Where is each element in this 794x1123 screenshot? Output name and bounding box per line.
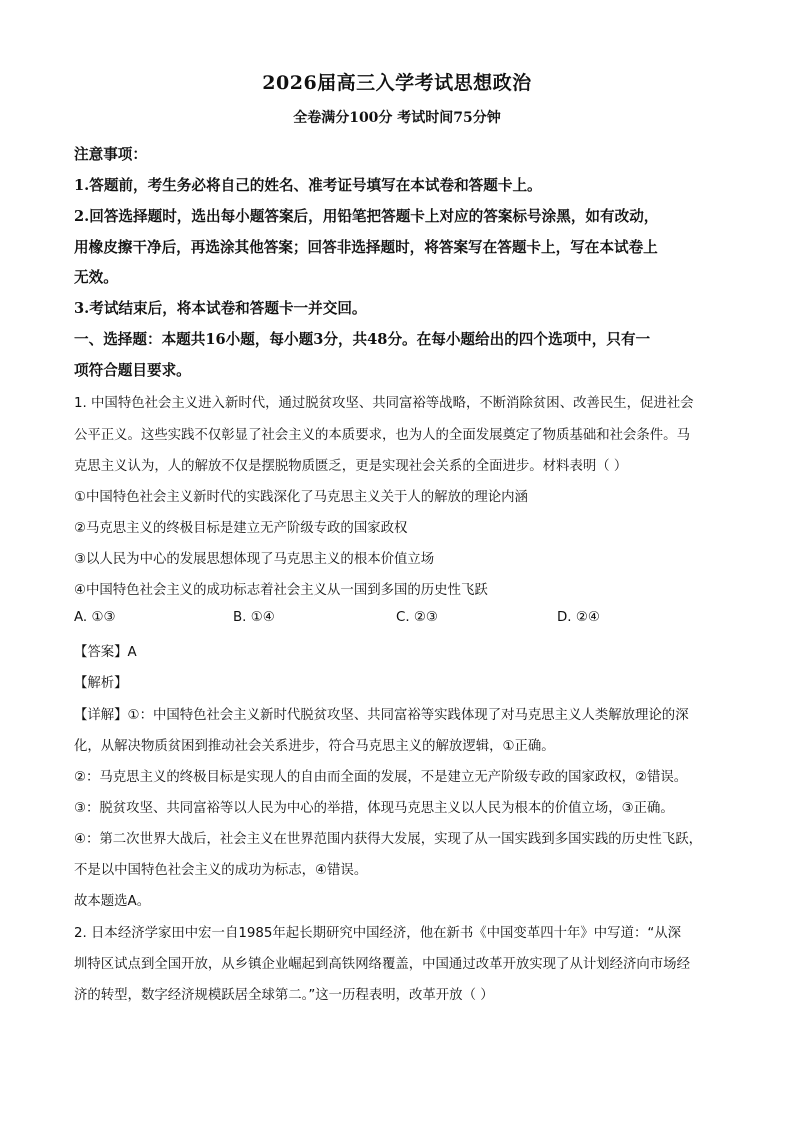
- notice-heading: 注意事项：: [74, 146, 147, 163]
- section-heading: 一、选择题：本题共16小题，每小题3分，共48分。在每小题给出的四个选项中，只有一: [74, 331, 651, 348]
- analysis-heading: 【解析】: [74, 676, 128, 691]
- explanation-line: ③：脱贫攻坚、共同富裕等以人民为中心的举措，体现马克思主义以人民为根本的价值立场，③正确。: [74, 801, 674, 816]
- question-stem: 2. 日本经济学家田中宏一自1985年起长期研究中国经济，他在新书《中国变革四十年》中写道：“从深: [74, 926, 682, 941]
- option-c: C. ②③: [396, 610, 438, 625]
- answer-label: 【答案】A: [74, 645, 137, 660]
- question-stem: 克思主义认为，人的解放不仅是摆脱物质匮乏，更是实现社会关系的全面进步。材料表明（ ）: [74, 459, 628, 474]
- notice-line: 用橡皮擦干净后，再选涂其他答案；回答非选择题时，将答案写在答题卡上，写在本试卷上: [74, 239, 658, 256]
- page-title: 2026届高三入学考试思想政治: [262, 72, 532, 94]
- explanation-line: ②：马克思主义的终极目标是实现人的自由而全面的发展，不是建立无产阶级专政的国家政权，②错误。: [74, 770, 688, 785]
- question-stem: 1. 中国特色社会主义进入新时代，通过脱贫攻坚、共同富裕等战略，不断消除贫困、改善民生，促进社会: [74, 396, 694, 411]
- question-stem: 济的转型，数字经济规模跃居全球第二。”这一历程表明，改革开放（ ）: [74, 988, 494, 1003]
- option-a: A. ①③: [74, 610, 116, 625]
- question-statement: ③以人民为中心的发展思想体现了马克思主义的根本价值立场: [74, 552, 435, 567]
- question-statement: ①中国特色社会主义新时代的实践深化了马克思主义关于人的解放的理论内涵: [74, 490, 528, 505]
- question-stem: 圳特区试点到全国开放，从乡镇企业崛起到高铁网络覆盖，中国通过改革开放实现了从计划经济向市场经: [74, 957, 690, 972]
- option-b: B. ①④: [233, 610, 275, 625]
- question-statement: ④中国特色社会主义的成功标志着社会主义从一国到多国的历史性飞跃: [74, 583, 488, 598]
- notice-line: 1.答题前，考生务必将自己的姓名、准考证号填写在本试卷和答题卡上。: [74, 177, 542, 194]
- notice-line: 2.回答选择题时，选出每小题答案后，用铅笔把答题卡上对应的答案标号涂黑，如有改动，: [74, 208, 659, 225]
- exam-info: 全卷满分100分 考试时间75分钟: [293, 110, 501, 126]
- notice-line: 无效。: [74, 269, 118, 286]
- notice-line: 3.考试结束后，将本试卷和答题卡一并交回。: [74, 300, 367, 317]
- question-statement: ②马克思主义的终极目标是建立无产阶级专政的国家政权: [74, 521, 408, 536]
- explanation-line: 【详解】①：中国特色社会主义新时代脱贫攻坚、共同富裕等实践体现了对马克思主义人类解放理论的深: [74, 708, 689, 723]
- conclusion-line: 故本题选A。: [74, 894, 151, 909]
- section-heading: 项符合题目要求。: [74, 362, 191, 379]
- explanation-line: 化，从解决物质贫困到推动社会关系进步，符合马克思主义的解放逻辑，①正确。: [74, 739, 555, 754]
- option-d: D. ②④: [557, 610, 600, 625]
- explanation-line: ④：第二次世界大战后，社会主义在世界范围内获得大发展，实现了从一国实践到多国实践的历史性飞跃，: [74, 832, 702, 847]
- question-stem: 公平正义。这些实践不仅彰显了社会主义的本质要求，也为人的全面发展奠定了物质基础和社会条件。马: [74, 428, 690, 443]
- explanation-line: 不是以中国特色社会主义的成功为标志，④错误。: [74, 863, 368, 878]
